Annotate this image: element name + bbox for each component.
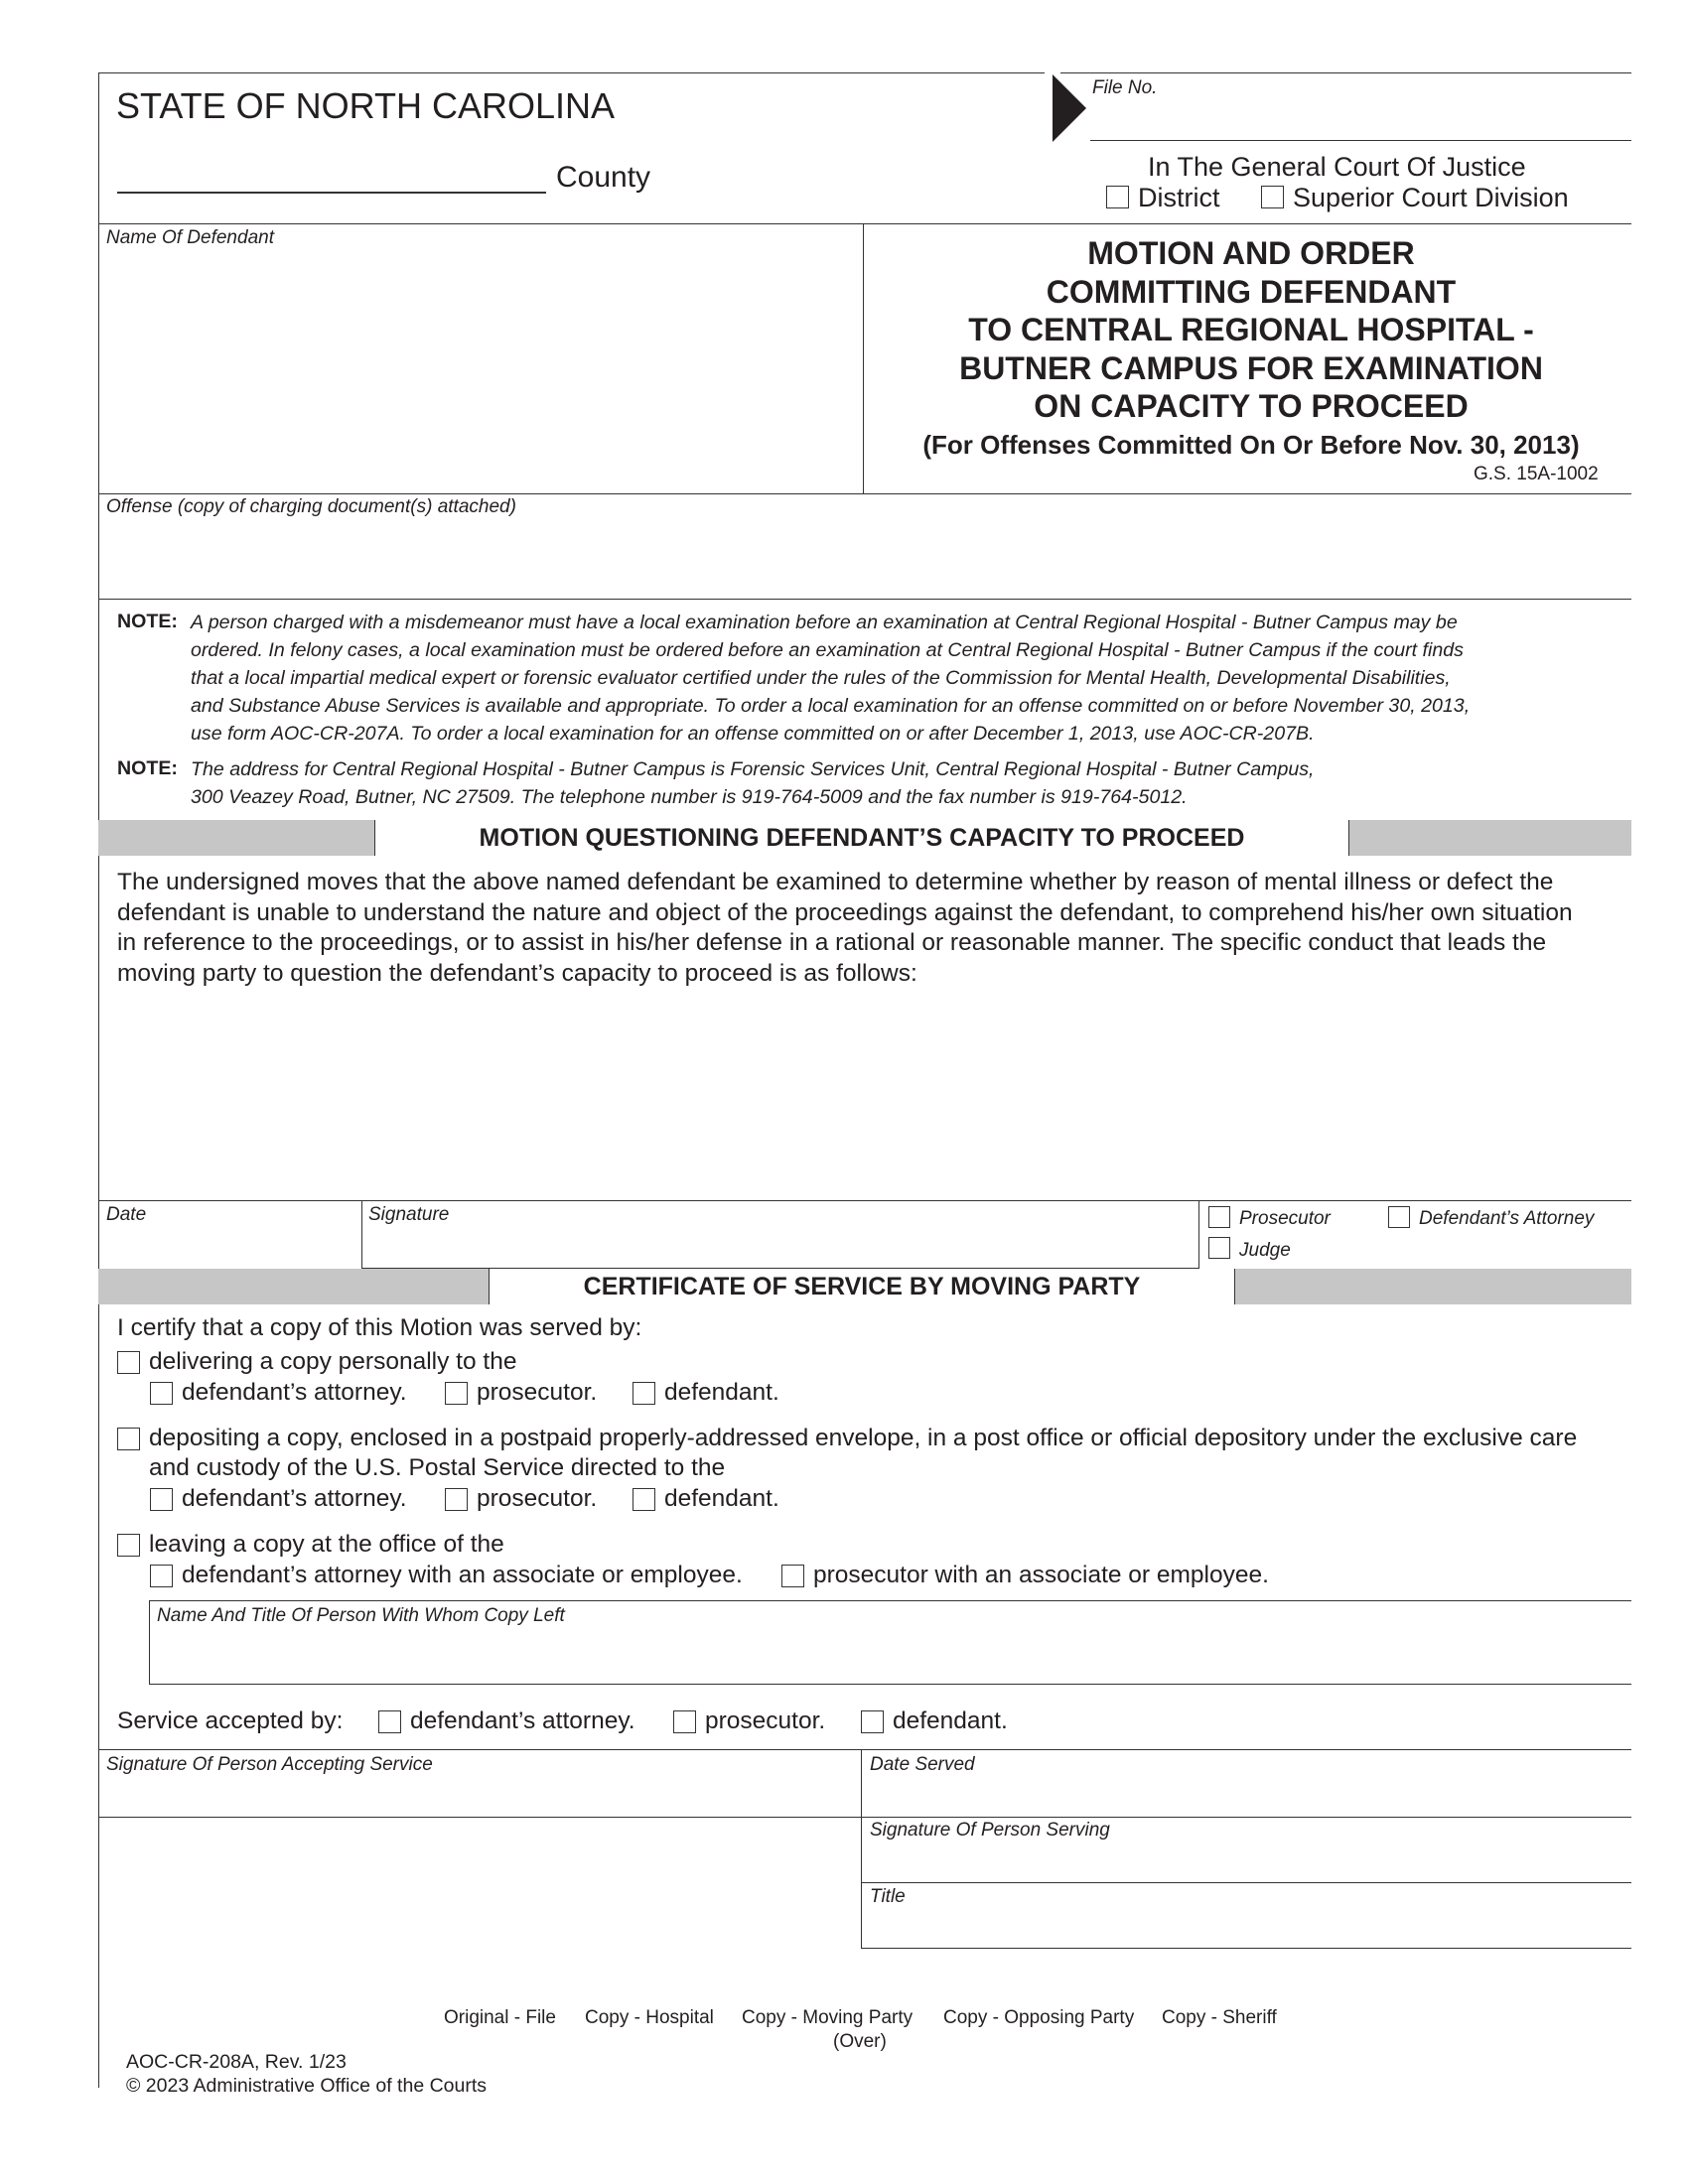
depositing-prosecutor-label: prosecutor. (477, 1485, 598, 1512)
motion-heading: MOTION QUESTIONING DEFENDANT’S CAPACITY TO PROCEED (374, 820, 1349, 856)
date-field[interactable] (100, 1227, 358, 1267)
accepted-defendants-attorney-label: defendant’s attorney. (410, 1707, 635, 1734)
court-label: In The General Court Of Justice (1148, 152, 1526, 182)
county-label: County (556, 161, 651, 194)
leaving-defendants-attorney-label: defendant’s attorney with an associate or employee. (182, 1562, 743, 1588)
form-title-line: ON CAPACITY TO PROCEED (1034, 388, 1469, 424)
sig-accepting-field[interactable] (100, 1777, 859, 1815)
motion-line: in reference to the proceedings, or to assist in his/her defense in a rational or reasonable manner. The specific conduct that leads the (117, 929, 1547, 956)
divider (149, 1600, 150, 1684)
delivering-defendant-label: defendant. (664, 1379, 779, 1406)
divider (861, 1882, 1631, 1883)
divider (861, 1948, 1631, 1949)
delivering-label: delivering a copy personally to the (149, 1348, 517, 1375)
divider (98, 1200, 1631, 1201)
name-of-defendant-field[interactable] (100, 253, 861, 491)
name-title-label: Name And Title Of Person With Whom Copy Left (157, 1605, 565, 1626)
delivering-prosecutor-label: prosecutor. (477, 1379, 598, 1406)
accepted-defendants-attorney-checkbox[interactable] (378, 1710, 401, 1733)
distribution-item: Copy - Opposing Party (943, 2007, 1135, 2028)
sig-accepting-label: Signature Of Person Accepting Service (106, 1754, 433, 1775)
depositing-checkbox[interactable] (117, 1428, 140, 1450)
file-no-input-line[interactable] (1090, 140, 1631, 141)
motion-line: moving party to question the defendant’s capacity to proceed is as follows: (117, 959, 917, 987)
certify-intro: I certify that a copy of this Motion was served by: (117, 1314, 642, 1341)
signature-label: Signature (368, 1204, 450, 1225)
note-label: NOTE: (117, 757, 178, 779)
note-line: that a local impartial medical expert or forensic evaluator certified under the rules of the Commission for Mental Health, Developmental Disabilities, (191, 667, 1451, 689)
date-served-label: Date Served (870, 1754, 975, 1775)
note-line: A person charged with a misdemeanor must have a local examination before an examination at Central Regional Hospital - Butner Campus may be (191, 612, 1458, 633)
prosecutor-label: Prosecutor (1239, 1208, 1331, 1229)
file-no-label: File No. (1092, 77, 1158, 98)
depositing-defendants-attorney-label: defendant’s attorney. (182, 1485, 407, 1512)
motion-line: defendant is unable to understand the nature and object of the proceedings against the defendant, to comprehend his/her own situation (117, 898, 1573, 926)
delivering-checkbox[interactable] (117, 1351, 140, 1374)
certificate-heading: CERTIFICATE OF SERVICE BY MOVING PARTY (489, 1269, 1235, 1304)
motion-paragraph (117, 868, 1626, 989)
motion-line: The undersigned moves that the above named defendant be examined to determine whether by reason of mental illness or defect the (117, 869, 1554, 895)
note-line: 300 Veazey Road, Butner, NC 27509. The telephone number is 919-764-5009 and the fax number is 919-764-5012. (191, 786, 1188, 808)
form-title-line: COMMITTING DEFENDANT (1046, 274, 1457, 310)
accepted-defendant-label: defendant. (893, 1707, 1008, 1734)
divider (98, 493, 1631, 494)
file-no-top-border (1060, 72, 1631, 73)
date-label: Date (106, 1204, 147, 1225)
depositing-label-continued: and custody of the U.S. Postal Service directed to the (149, 1454, 726, 1481)
sig-serving-field[interactable] (863, 1843, 1629, 1880)
form-title-line: MOTION AND ORDER (1087, 235, 1415, 271)
depositing-defendants-attorney-checkbox[interactable] (150, 1488, 173, 1511)
note-line: and Substance Abuse Services is available and appropriate. To order a local examination for an offense committed on or before November 30, 2013, (191, 695, 1471, 717)
divider (361, 1200, 362, 1272)
county-input-line[interactable] (117, 192, 546, 194)
name-of-defendant-label: Name Of Defendant (106, 227, 274, 248)
leaving-label: leaving a copy at the office of the (149, 1531, 504, 1558)
form-title-line: TO CENTRAL REGIONAL HOSPITAL - (968, 312, 1534, 347)
title-field[interactable] (863, 1908, 1629, 1946)
superior-court-checkbox[interactable] (1261, 186, 1284, 208)
note-line: The address for Central Regional Hospital - Butner Campus is Forensic Services Unit, Central Regional Hospital - Butner Campus, (191, 758, 1315, 780)
leaving-prosecutor-label: prosecutor with an associate or employee. (813, 1562, 1269, 1588)
divider (149, 1600, 1631, 1601)
district-checkbox[interactable] (1106, 186, 1129, 208)
divider (149, 1684, 1631, 1685)
depositing-defendant-checkbox[interactable] (633, 1488, 655, 1511)
accepted-prosecutor-label: prosecutor. (705, 1707, 826, 1734)
file-no-arrow-icon (1053, 74, 1086, 142)
delivering-prosecutor-checkbox[interactable] (445, 1382, 468, 1405)
state-title: STATE OF NORTH CAROLINA (116, 85, 616, 126)
prosecutor-checkbox[interactable] (1208, 1206, 1230, 1228)
distribution-item: Original - File (444, 2007, 556, 2028)
depositing-defendant-label: defendant. (664, 1485, 779, 1512)
copyright: © 2023 Administrative Office of the Courts (126, 2075, 488, 2097)
specific-conduct-field[interactable] (100, 993, 1629, 1196)
note-line: ordered. In felony cases, a local examination must be ordered before an examination at Central Regional Hospital - Butner Campus if the court finds (191, 639, 1464, 661)
judge-label: Judge (1239, 1240, 1291, 1261)
leaving-defendants-attorney-checkbox[interactable] (150, 1565, 173, 1587)
distribution-item: Copy - Moving Party (742, 2007, 914, 2028)
date-served-field[interactable] (863, 1777, 1629, 1815)
judge-checkbox[interactable] (1208, 1237, 1230, 1259)
signature-field[interactable] (363, 1227, 1196, 1267)
name-title-field[interactable] (151, 1628, 1629, 1682)
form-title-line: BUTNER CAMPUS FOR EXAMINATION (959, 350, 1543, 386)
offense-label: Offense (copy of charging document(s) attached) (106, 496, 516, 517)
over-label: (Over) (833, 2031, 887, 2052)
delivering-defendant-checkbox[interactable] (633, 1382, 655, 1405)
divider (98, 1817, 1631, 1818)
form-number: AOC-CR-208A, Rev. 1/23 (126, 2051, 347, 2073)
statute-reference: G.S. 15A-1002 (1474, 464, 1599, 484)
distribution-item: Copy - Sheriff (1162, 2007, 1277, 2028)
form-subtitle: (For Offenses Committed On Or Before Nov. 30, 2013) (922, 430, 1580, 460)
accepted-prosecutor-checkbox[interactable] (673, 1710, 696, 1733)
delivering-defendants-attorney-label: defendant’s attorney. (182, 1379, 407, 1406)
top-border (98, 72, 1045, 73)
divider (98, 1749, 1631, 1750)
accepted-defendant-checkbox[interactable] (861, 1710, 884, 1733)
district-label: District (1138, 183, 1220, 212)
divider (861, 1749, 862, 1948)
depositing-label: depositing a copy, enclosed in a postpaid properly-addressed envelope, in a post office or official depository under the exclusive care (149, 1425, 1578, 1451)
page-left-border (98, 72, 99, 2088)
title-label: Title (870, 1886, 906, 1907)
defendants-attorney-checkbox[interactable] (1388, 1206, 1410, 1228)
leaving-prosecutor-checkbox[interactable] (781, 1565, 804, 1587)
delivering-defendants-attorney-checkbox[interactable] (150, 1382, 173, 1405)
note-line: use form AOC-CR-207A. To order a local examination for an offense committed on or after December 1, 2013, use AOC-CR-207B. (191, 723, 1315, 745)
depositing-prosecutor-checkbox[interactable] (445, 1488, 468, 1511)
sig-serving-label: Signature Of Person Serving (870, 1820, 1110, 1841)
leaving-checkbox[interactable] (117, 1534, 140, 1557)
offense-field[interactable] (100, 521, 1629, 596)
distribution-item: Copy - Hospital (585, 2007, 714, 2028)
divider (98, 223, 1631, 224)
divider (1198, 1200, 1199, 1272)
defendants-attorney-label: Defendant’s Attorney (1419, 1208, 1595, 1229)
note-label: NOTE: (117, 611, 178, 632)
service-accepted-label: Service accepted by: (117, 1707, 344, 1734)
divider (98, 599, 1631, 600)
superior-court-label: Superior Court Division (1293, 183, 1569, 212)
